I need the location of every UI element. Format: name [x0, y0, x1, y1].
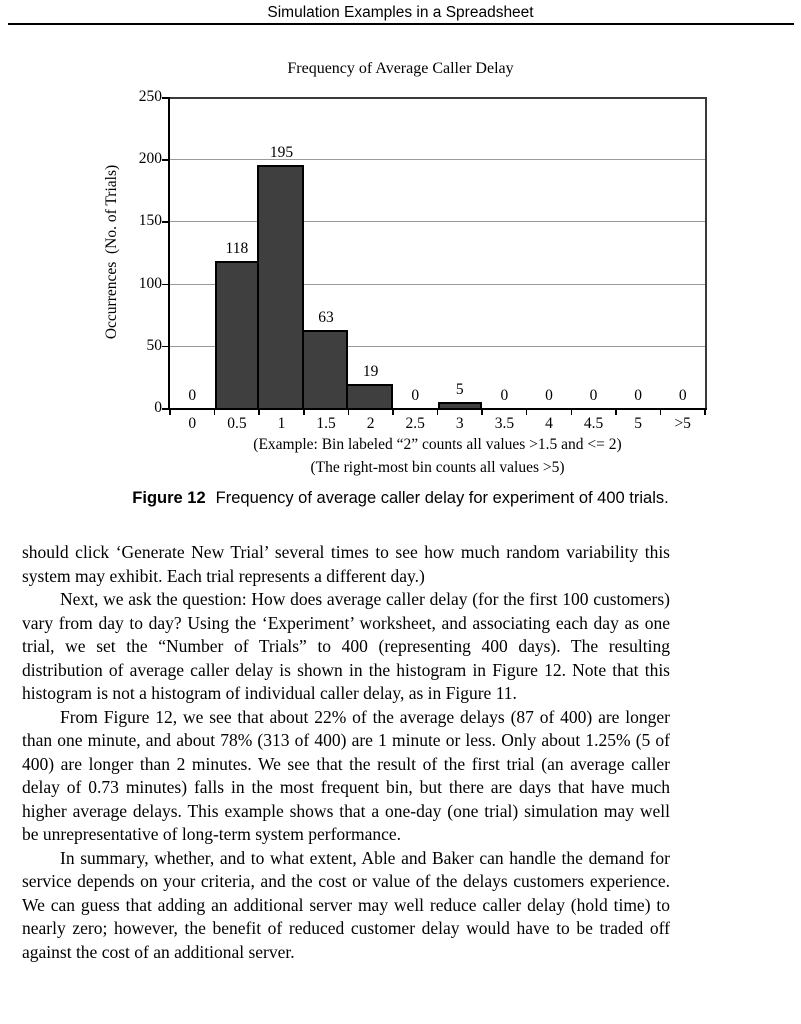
x-tick-label: 3.5: [494, 415, 515, 432]
bar: [302, 330, 349, 410]
y-tick-label: 150: [138, 212, 162, 230]
x-tick-label: 0.5: [227, 415, 247, 432]
y-tick-label: 0: [154, 399, 162, 416]
y-tick-mark: [162, 346, 168, 348]
bar: [346, 384, 393, 410]
x-tick-mark: [571, 410, 573, 415]
bar-value-label: 0: [188, 387, 197, 404]
y-tick-mark: [162, 97, 168, 99]
x-tick-mark: [392, 410, 394, 415]
bar-value-label: 0: [678, 387, 687, 404]
bar-value-label: 0: [634, 387, 642, 404]
y-tick-label: 250: [138, 88, 162, 105]
bar-value-label: 63: [318, 309, 334, 326]
plot-border-right: [705, 97, 707, 410]
y-tick-label: 100: [138, 274, 162, 292]
body-paragraph: From Figure 12, we see that about 22% of the average delays (87 of 400) are longer than one minute, and about 78% (313 of 400) are 1 minute or less. Only about 1.25% (5 of 400) are longer than 2 minutes. We see that the result of the first trial (an average caller delay of 0.73 minutes) falls in the most frequent bin, but there are days that have much higher average delays. This example shows that a one-day (one trial) simulation may well be unrepresentative of long-term system performance.: [22, 706, 670, 844]
plot-border-top: [170, 97, 705, 99]
y-tick-mark: [162, 408, 168, 410]
x-tick-mark: [258, 410, 260, 415]
y-tick-mark: [162, 221, 168, 223]
bin-note-line2: (The right-most bin counts all values >5): [310, 459, 565, 476]
body-paragraph: should click ‘Generate New Trial’ several times to see how much random variability this system may exhibit. Each trial represents a different day.): [22, 542, 670, 586]
x-tick-label: 2: [366, 415, 375, 432]
figure-caption-label: Figure 12: [132, 489, 206, 507]
x-tick-mark: [481, 410, 483, 415]
x-tick-mark: [660, 410, 662, 415]
x-tick-label: 4: [545, 415, 553, 432]
x-tick-mark: [348, 410, 350, 415]
x-tick-label: 2.5: [405, 415, 425, 432]
x-tick-mark: [214, 410, 216, 415]
bar-value-label: 0: [545, 387, 553, 404]
bar-value-label: 19: [362, 363, 379, 380]
x-tick-mark: [437, 410, 439, 415]
y-tick-label: 200: [138, 150, 162, 168]
y-tick-mark: [162, 159, 168, 161]
body-paragraph: In summary, whether, and to what extent, Able and Baker can handle the demand for service depends on your criteria, and the cost or value of the delays customers experience. We can guess that adding an additional server may well reduce caller delay (hold time) to nearly zero; however, the benefit of reduced customer delay would have to be traded off against the cost of an additional server.: [22, 847, 670, 962]
bar: [257, 165, 304, 410]
y-tick-label: 50: [146, 336, 162, 354]
x-tick-label: 3: [455, 415, 464, 432]
body-paragraph: Next, we ask the question: How does average caller delay (for the first 100 customers) vary from day to day? Using the ‘Experiment’ worksheet, and associating each day as one trial, we set the “Number of Trials” to 400 (representing 400 days). The resulting distribution of average caller delay is shown in the histogram in Figure 12. Note that this histogram is not a histogram of individual caller delay, as in Figure 11.: [22, 589, 670, 703]
x-tick-label: 1.5: [316, 415, 336, 432]
bar-value-label: 118: [225, 240, 249, 257]
bar-value-label: 0: [589, 387, 598, 404]
bar-value-label: 195: [269, 144, 294, 161]
x-tick-label: 4.5: [583, 415, 604, 432]
x-tick-label: 5: [634, 415, 642, 432]
x-tick-mark: [169, 410, 171, 415]
chart-title: Frequency of Average Caller Delay: [287, 60, 514, 77]
bin-note-line1: (Example: Bin labeled “2” counts all values >1.5 and <= 2): [253, 436, 622, 453]
y-tick-mark: [162, 284, 168, 286]
bar-value-label: 0: [411, 387, 420, 404]
gridline: [170, 221, 705, 222]
y-axis-line: [168, 97, 170, 410]
x-tick-mark: [615, 410, 617, 415]
header-rule: [8, 23, 794, 25]
x-tick-mark: [704, 410, 706, 415]
bar: [215, 261, 260, 410]
body-text: [22, 541, 670, 964]
figure-caption: [0, 489, 801, 508]
bar-value-label: 5: [455, 381, 464, 398]
x-tick-label: >5: [674, 415, 691, 432]
x-tick-mark: [303, 410, 305, 415]
x-tick-label: 1: [277, 415, 286, 432]
bar-value-label: 0: [500, 387, 509, 404]
x-tick-label: 0: [188, 415, 197, 432]
page-header-title: Simulation Examples in a Spreadsheet: [267, 4, 534, 21]
gridline: [170, 159, 705, 160]
x-tick-mark: [526, 410, 528, 415]
y-axis-label: Occurrences (No. of Trials): [103, 164, 120, 340]
figure-caption-text: Frequency of average caller delay for experiment of 400 trials.: [215, 489, 669, 507]
